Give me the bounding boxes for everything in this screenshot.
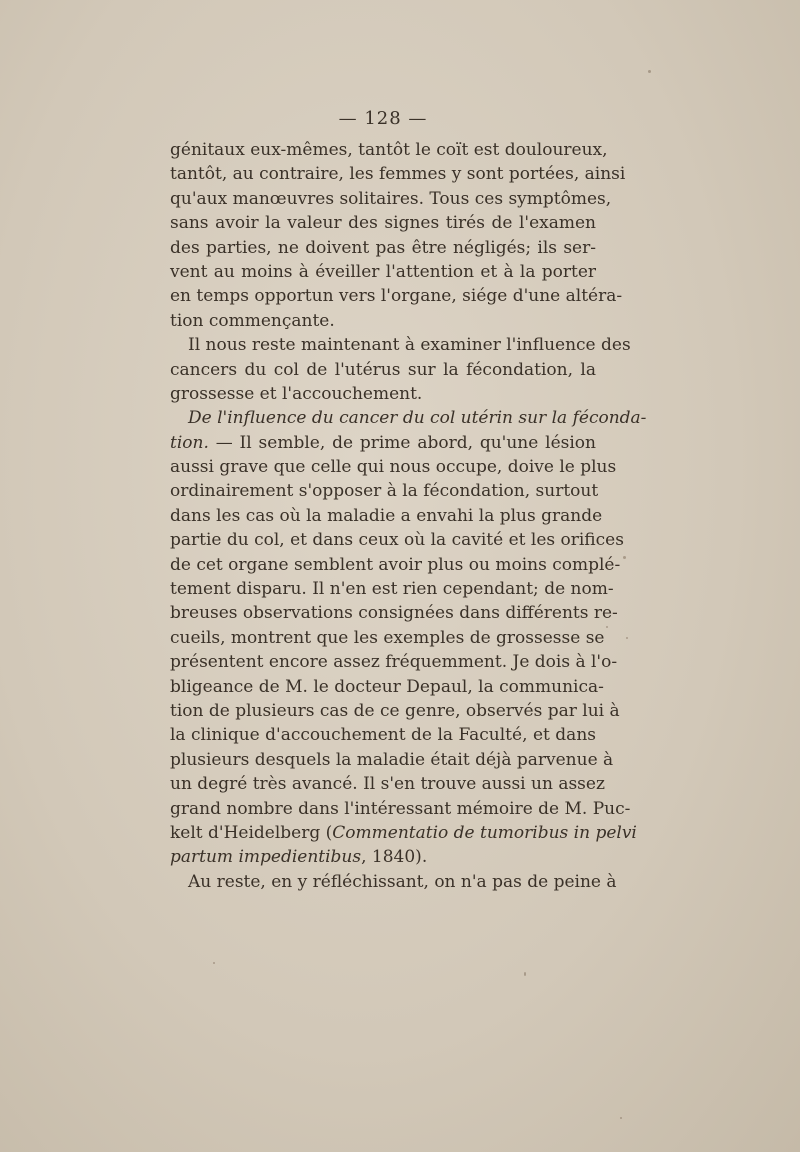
- paper-speck: [620, 1117, 622, 1119]
- text-line: vent au moins à éveiller l'attention et à la porter: [170, 261, 596, 282]
- paper-speck: [213, 962, 215, 964]
- text-line: génitaux eux-mêmes, tantôt le coït est douloureux,: [170, 140, 608, 160]
- page-number: — 128 —: [338, 108, 428, 129]
- text-line: sans avoir la valeur des signes tirés de l'examen: [170, 213, 596, 234]
- text-line: cancers du col de l'utérus sur la fécondation, la: [170, 359, 596, 380]
- text-line: [170, 845, 596, 869]
- text-line: qu'aux manœuvres solitaires. Tous ces symptômes,: [170, 188, 612, 209]
- text-line: [170, 431, 596, 455]
- text-line: breuses observations consignées dans différents re-: [170, 603, 618, 624]
- text-line: bligeance de M. le docteur Depaul, la communica-: [170, 676, 604, 697]
- citation-title-italic: Commentatio de tumoribus in pelvi: [332, 822, 637, 843]
- paper-speck: [623, 556, 626, 559]
- paragraph-start-line: Au reste, en y réfléchissant, on n'a pas de peine à: [188, 871, 617, 892]
- text-line: des parties, ne doivent pas être négligés; ils ser-: [170, 237, 596, 258]
- paper-speck: [606, 626, 608, 628]
- text-line: [170, 821, 637, 845]
- paper-speck: [524, 972, 526, 976]
- text-line: cueils, montrent que les exemples de grossesse se: [170, 627, 605, 648]
- citation-title-italic-end: partum impedientibus: [170, 847, 362, 868]
- text-line: partie du col, et dans ceux où la cavité et les orifices: [170, 530, 624, 551]
- text-line: plusieurs desquels la maladie était déjà parvenue à: [170, 749, 614, 770]
- paragraph-start-line: Il nous reste maintenant à examiner l'influence des: [188, 335, 631, 356]
- text-line: tion de plusieurs cas de ce genre, observés par lui à: [170, 700, 620, 721]
- text-line: aussi grave que celle qui nous occupe, doive le plus: [170, 457, 617, 478]
- text-span: — Il semble, de prime abord, qu'une lésion: [208, 432, 596, 453]
- text-line: tement disparu. Il n'en est rien cependant; de nom-: [170, 579, 614, 600]
- text-line: ordinairement s'opposer à la fécondation, surtout: [170, 481, 599, 502]
- text-line: la clinique d'accouchement de la Faculté, et dans: [170, 725, 596, 746]
- text-line: un degré très avancé. Il s'en trouve aussi un assez: [170, 774, 605, 795]
- page-text: [170, 100, 647, 894]
- text-span: , 1840).: [361, 847, 428, 868]
- text-line: présentent encore assez fréquemment. Je dois à l'o-: [170, 652, 618, 673]
- paper-speck: [626, 637, 628, 639]
- text-line: grossesse et l'accouchement.: [170, 383, 423, 404]
- section-heading-italic-end: tion.: [170, 432, 209, 453]
- text-line: grand nombre dans l'intéressant mémoire de M. Puc-: [170, 798, 631, 819]
- text-line: tantôt, au contraire, les femmes y sont portées, ainsi: [170, 164, 626, 185]
- paper-speck: [648, 70, 651, 73]
- section-heading-line: [170, 406, 647, 430]
- text-line: dans les cas où la maladie a envahi la plus grande: [170, 505, 603, 526]
- text-span: kelt d'Heidelberg (: [170, 822, 333, 843]
- text-line: tion commençante.: [170, 310, 335, 331]
- text-line: de cet organe semblent avoir plus ou moins complé-: [170, 554, 621, 575]
- text-line: en temps opportun vers l'organe, siége d'une altéra-: [170, 286, 623, 307]
- section-heading-italic: De l'influence du cancer du col utérin sur la féconda-: [188, 408, 647, 429]
